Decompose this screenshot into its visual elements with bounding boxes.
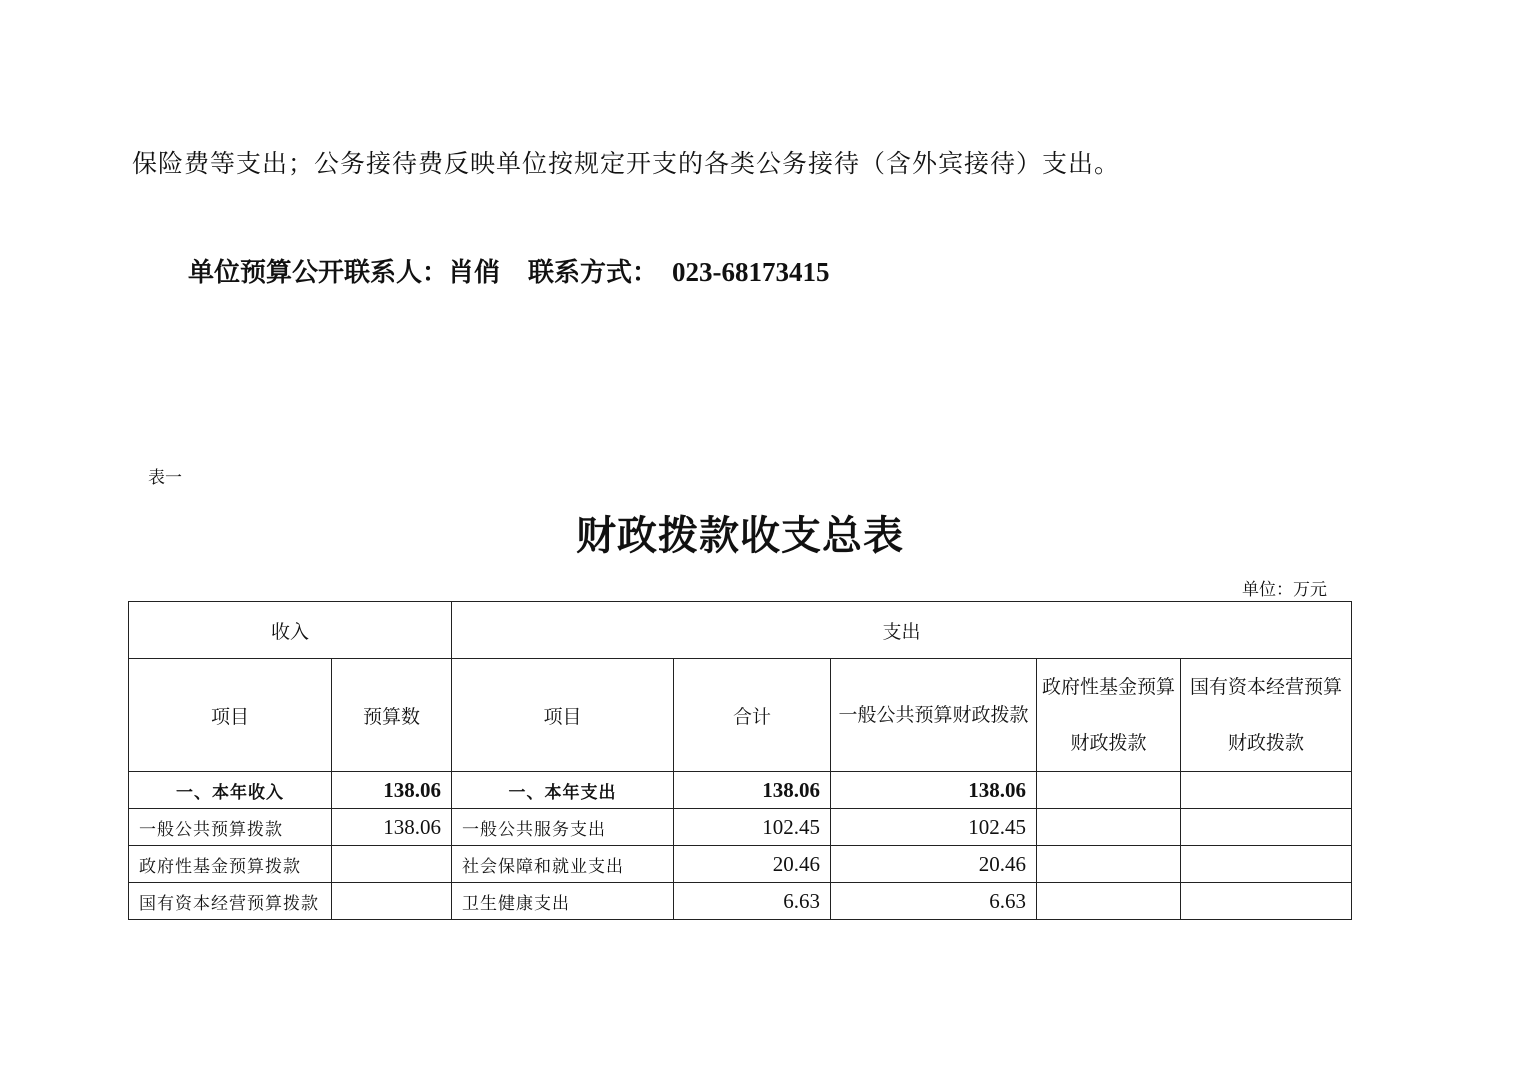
contact-line	[188, 252, 830, 289]
total-value: 6.63	[674, 883, 831, 920]
income-budget: 138.06	[332, 809, 452, 846]
expense-item: 社会保障和就业支出	[452, 846, 674, 883]
table-title: 财政拨款收支总表	[576, 512, 904, 559]
total-value: 138.06	[674, 772, 831, 809]
expense-item: 一、本年支出	[452, 772, 674, 809]
col-expense-item: 项目	[452, 659, 674, 772]
total-value: 102.45	[674, 809, 831, 846]
unit-label: 单位：万元	[1242, 580, 1327, 600]
income-item: 一、本年收入	[129, 772, 332, 809]
fiscal-summary-table	[128, 601, 1352, 920]
general-budget-value: 138.06	[831, 772, 1037, 809]
body-paragraph: 保险费等支出；公务接待费反映单位按规定开支的各类公务接待（含外宾接待）支出。	[132, 149, 1121, 178]
state-capital-value	[1181, 883, 1352, 920]
table-row	[129, 772, 1352, 809]
income-budget	[332, 846, 452, 883]
table-row	[129, 809, 1352, 846]
income-budget	[332, 883, 452, 920]
table-row	[129, 846, 1352, 883]
contact-person: 单位预算公开联系人：肖俏	[188, 258, 501, 288]
contact-phone: 023-68173415	[672, 257, 830, 287]
general-budget-value: 102.45	[831, 809, 1037, 846]
gov-fund-value	[1037, 846, 1181, 883]
expense-item: 一般公共服务支出	[452, 809, 674, 846]
state-capital-value	[1181, 809, 1352, 846]
col-income-item: 项目	[129, 659, 332, 772]
gov-fund-value	[1037, 883, 1181, 920]
col-total: 合计	[674, 659, 831, 772]
table-number: 表一	[148, 468, 182, 488]
income-item: 国有资本经营预算拨款	[129, 883, 332, 920]
contact-method-label: 联系方式：	[528, 258, 659, 288]
state-capital-value	[1181, 772, 1352, 809]
state-capital-value	[1181, 846, 1352, 883]
income-item: 一般公共预算拨款	[129, 809, 332, 846]
income-header: 收入	[129, 602, 452, 659]
col-gov-fund: 政府性基金预算财政拨款	[1037, 659, 1181, 772]
gov-fund-value	[1037, 809, 1181, 846]
table-row	[129, 883, 1352, 920]
income-budget: 138.06	[332, 772, 452, 809]
expense-header: 支出	[452, 602, 1352, 659]
gov-fund-value	[1037, 772, 1181, 809]
col-income-budget: 预算数	[332, 659, 452, 772]
col-general-budget: 一般公共预算财政拨款	[831, 659, 1037, 772]
total-value: 20.46	[674, 846, 831, 883]
general-budget-value: 6.63	[831, 883, 1037, 920]
general-budget-value: 20.46	[831, 846, 1037, 883]
expense-item: 卫生健康支出	[452, 883, 674, 920]
income-item: 政府性基金预算拨款	[129, 846, 332, 883]
col-state-capital: 国有资本经营预算财政拨款	[1181, 659, 1352, 772]
